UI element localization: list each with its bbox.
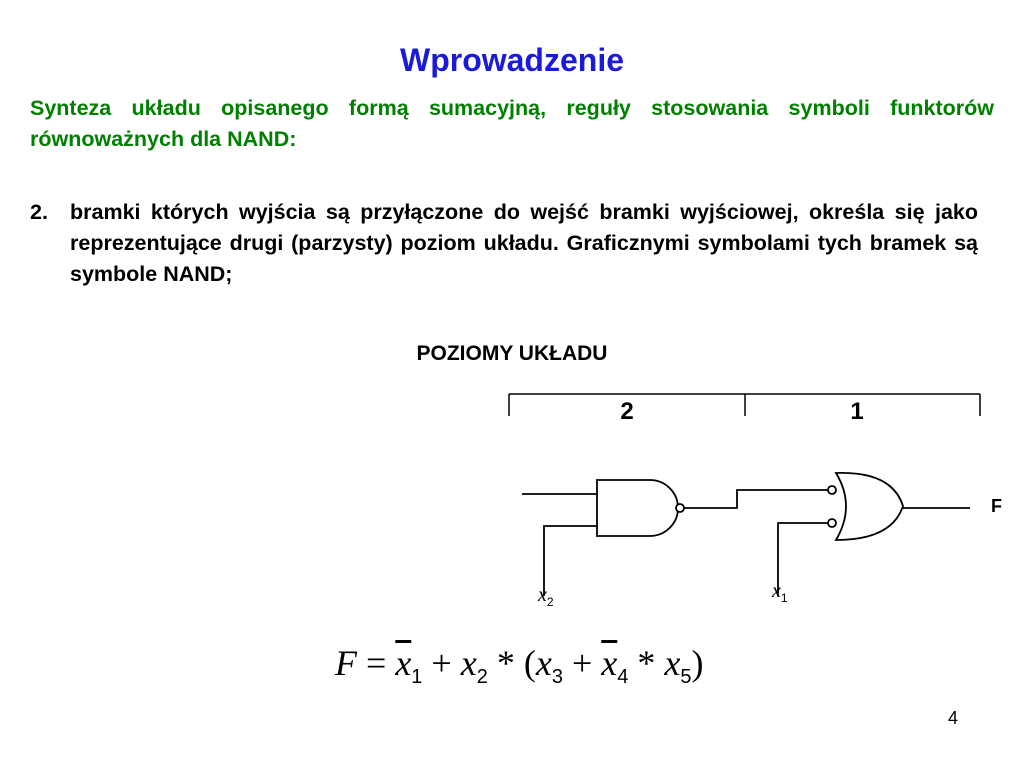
nand-gate — [597, 480, 684, 536]
output-label: F — [991, 496, 1002, 516]
slide-subtitle: Synteza układu opisanego formą sumacyjną, reguły stosowania symboli funktorów równoważnych dla NAND: — [30, 96, 994, 151]
or-gate-inverted-inputs — [828, 473, 903, 540]
level-label-1: 1 — [850, 398, 864, 425]
input-label-x2: $x_2$ — [538, 584, 554, 609]
levels-title: POZIOMY UKŁADU — [416, 342, 608, 365]
list-item-text: bramki których wyjścia są przyłączone do wejść bramki wyjściowej, określa się jako reprezentujące drugi (parzysty) poziom układu. Graficznymi symbolami tych bramek są symbole NAND; — [70, 200, 978, 286]
page-number: 4 — [948, 708, 959, 728]
level-bracket — [509, 394, 980, 416]
boolean-formula: $F = \overline{x}_1 + x_2 * (x_3 + \overline{x}_4 * x_5)$ — [335, 643, 704, 689]
input-label-x1: $x_1$ — [772, 580, 788, 605]
slide-title: Wprowadzenie — [399, 42, 624, 78]
list-item-number: 2. — [30, 200, 48, 224]
level-label-2: 2 — [620, 398, 634, 425]
